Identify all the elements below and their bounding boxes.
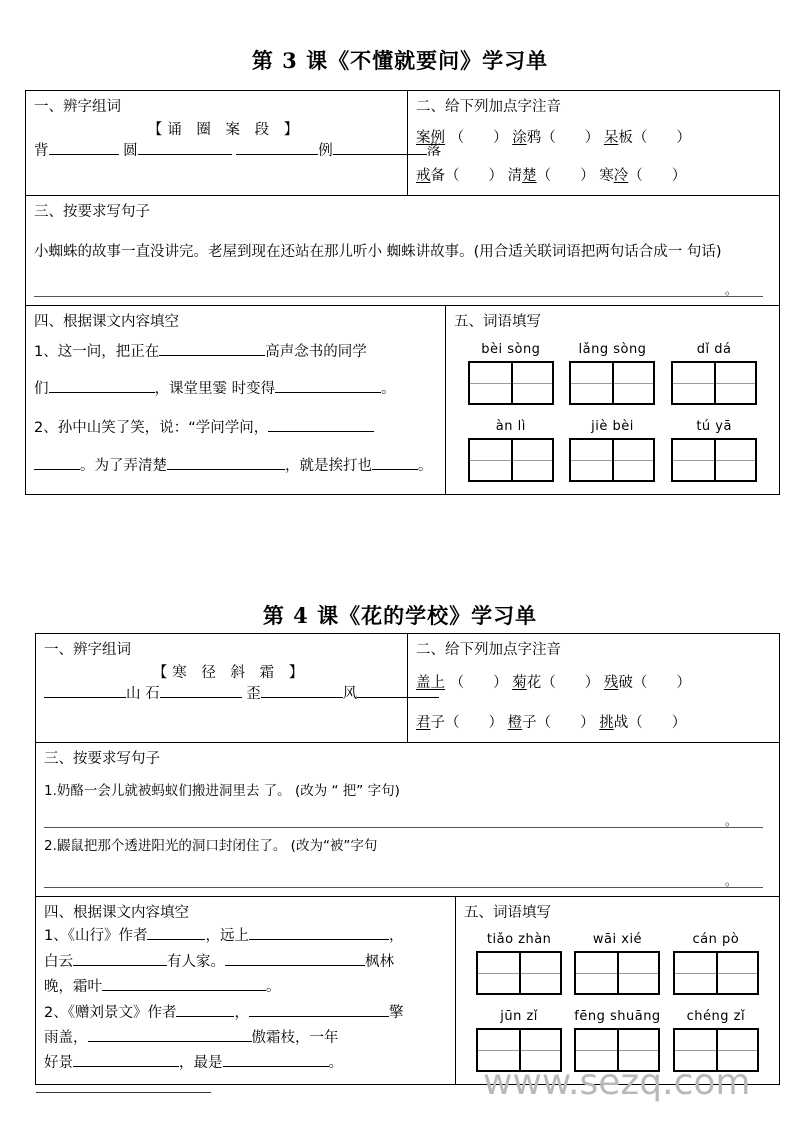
pinyin-item-6 <box>671 419 757 482</box>
w2-tianzige-box-3[interactable] <box>673 951 759 995</box>
w2-paren-6[interactable]: （ ） <box>628 714 687 731</box>
pinyin-grid-row-1 <box>460 342 765 405</box>
q1-blank-3[interactable] <box>275 378 381 393</box>
pinyin-item-1 <box>468 342 554 405</box>
watermark-text: www.sezq.com <box>483 1062 751 1103</box>
w2-q1-blank-1[interactable] <box>147 925 205 940</box>
w2-s4-q1-line3 <box>44 975 447 1000</box>
section-4-question-2-cont <box>34 454 437 479</box>
w2-q1-blank-5[interactable] <box>102 976 266 991</box>
w2-s4-q1-line1 <box>44 924 447 949</box>
w2-paren-3[interactable]: （ ） <box>632 675 691 692</box>
w2-q2-h: 。 <box>328 1055 343 1072</box>
q1-blank-2[interactable] <box>49 378 155 393</box>
worksheet-1-section-1 <box>26 91 442 195</box>
blank-1[interactable] <box>49 140 119 155</box>
q1-blank-1[interactable] <box>159 340 265 355</box>
w2-rule-1 <box>44 827 763 828</box>
pinyin-item-3 <box>671 342 757 405</box>
w2-pinyin-grid-area <box>464 924 771 1078</box>
w2-dotted-char-2: 菊 <box>512 675 527 692</box>
w2-q2-blank-3[interactable] <box>88 1027 252 1042</box>
w2-section-2-row-2 <box>416 711 771 736</box>
w2-pinyin-label-3: cán pò <box>692 932 740 948</box>
q2-blank-2[interactable] <box>34 454 80 469</box>
period-mark: 。 <box>724 283 737 298</box>
section-4-heading: 四、根据课文内容填空 <box>34 314 179 331</box>
w2-q2-c: 擎 <box>388 1004 404 1021</box>
w2-pinyin-label-4: jūn zǐ <box>500 1009 538 1025</box>
w2-q1-blank-2[interactable] <box>249 925 389 940</box>
w2-dotted-char-5: 橙 <box>507 714 523 731</box>
word-rest-2: 鸦 <box>526 130 542 147</box>
section-1-bracket-chars: 【诵 圈 案 段 】 <box>147 122 304 139</box>
w2-word-rest-5: 子 <box>522 714 537 731</box>
section-5-heading: 五、词语填写 <box>454 314 541 331</box>
dotted-char-3: 呆 <box>603 130 619 147</box>
w2-dotted-char-3: 残 <box>603 675 619 692</box>
w2-section-2-heading: 二、给下列加点字注音 <box>416 642 561 658</box>
pinyin-label-1: bèi sòng <box>481 341 541 357</box>
w2-section-3-heading: 三、按要求写句子 <box>44 751 160 768</box>
q1-part-e: 。 <box>381 380 396 397</box>
w2-word-rest-4: 子 <box>430 714 445 731</box>
w2-word-rest-1: 上 <box>430 675 445 692</box>
tianzige-box-4[interactable] <box>468 438 554 482</box>
w2-pinyin-label-5: fēng shuāng <box>574 1009 661 1025</box>
w2-q2-blank-5[interactable] <box>223 1052 329 1067</box>
w2-section-3-question-2: 2.鼹鼠把那个透进阳光的洞口封闭住了。 (改为“被”字句 <box>44 838 378 855</box>
word-pre-6: 寒 <box>599 167 614 184</box>
section-1-answer-line <box>34 139 442 164</box>
q2-part-c: ，就是挨打也 <box>285 457 372 474</box>
q2-part-b: 。为了弄清楚 <box>80 457 167 474</box>
w2-q2-blank-1[interactable] <box>176 1001 234 1016</box>
q1-part-d: ，课堂里霎 时变得 <box>154 380 276 397</box>
w2-blank-2[interactable] <box>160 683 242 698</box>
w2-q1-b: ，远上 <box>205 928 249 945</box>
worksheet-1-section-2 <box>408 91 779 195</box>
w2-s4-q2-line2 <box>44 1026 447 1051</box>
w2-q1-blank-4[interactable] <box>225 951 365 966</box>
w2-q2-d: 雨盖， <box>44 1029 88 1046</box>
dotted-char-5: 楚 <box>522 167 537 184</box>
q2-blank-1[interactable] <box>268 417 374 432</box>
worksheet-2-table <box>35 633 780 1085</box>
w2-q1-d: 白云 <box>44 953 73 970</box>
w2-section-3-answer-line-2[interactable] <box>44 866 771 892</box>
section-2-row-1 <box>416 126 771 151</box>
pinyin-label-2: lǎng sòng <box>578 341 647 357</box>
w2-dotted-char-4: 君 <box>416 714 431 731</box>
paren-1[interactable]: （ ） <box>449 130 508 147</box>
w2-q1-c: ， <box>388 928 404 945</box>
worksheet-2-section-3 <box>36 743 779 896</box>
q1-part-a: 1、这一问，把正在 <box>34 343 160 360</box>
w2-paren-1[interactable]: （ ） <box>449 675 508 692</box>
w2-q1-blank-3[interactable] <box>73 951 167 966</box>
worksheet-2-section-2 <box>408 634 779 742</box>
section-4-question-2 <box>34 416 437 441</box>
w2-tianzige-box-2[interactable] <box>574 951 660 995</box>
rule <box>34 296 763 297</box>
w2-word-rest-3: 破 <box>618 675 633 692</box>
paren-6[interactable]: （ ） <box>628 167 687 184</box>
w2-q1-f: 枫林 <box>365 953 394 970</box>
w2-pinyin-label-2: wāi xié <box>592 932 643 948</box>
w2-dotted-char-1: 盖 <box>416 675 431 692</box>
paren-2[interactable]: （ ） <box>541 130 600 147</box>
w2-pinyin-item-1 <box>476 932 562 995</box>
worksheet-2-row-2 <box>36 743 779 897</box>
w2-s4-q1-line2 <box>44 950 447 975</box>
char-luo: 落 <box>426 143 442 160</box>
word-rest-4: 备 <box>430 167 445 184</box>
dotted-char-1: 案 <box>416 130 431 147</box>
w2-q1-g: 晚，霜叶 <box>44 979 102 996</box>
w2-pinyin-label-1: tiǎo zhàn <box>486 932 552 948</box>
pinyin-label-3: dǐ dá <box>696 341 732 357</box>
w2-word-rest-2: 花 <box>526 675 542 692</box>
worksheet-2-title: 第 4 课《花的学校》学习单 <box>262 603 538 628</box>
worksheet-1-section-4 <box>26 306 446 493</box>
worksheet-1-row-3 <box>26 306 779 493</box>
w2-q2-a: 2、《赠刘景文》作者 <box>44 1004 177 1021</box>
pinyin-grid-row-2 <box>460 419 765 482</box>
q1-part-c: 们 <box>34 380 49 397</box>
worksheet-2-section-5 <box>456 897 779 1084</box>
w2-section-1-heading: 一、辨字组词 <box>44 642 131 658</box>
pinyin-grid-area <box>454 334 771 488</box>
w2-pinyin-item-2 <box>574 932 660 995</box>
q2-blank-4[interactable] <box>372 454 418 469</box>
section-2-heading: 二、给下列加点字注音 <box>416 99 561 115</box>
w2-section-3-answer-line-1[interactable] <box>44 806 771 832</box>
dotted-char-4: 戒 <box>416 167 431 184</box>
w2-q2-e: 傲霜枝，一年 <box>251 1029 339 1046</box>
blank-3[interactable] <box>236 140 318 155</box>
section-4-question-1 <box>34 340 437 365</box>
pinyin-label-5: jiè bèi <box>591 418 634 434</box>
worksheet-2-section-4 <box>36 897 456 1084</box>
w2-pinyin-item-3 <box>673 932 759 995</box>
w2-pinyin-label-6: chéng zǐ <box>686 1009 746 1025</box>
w2-section-4-heading: 四、根据课文内容填空 <box>44 904 189 921</box>
w2-q2-blank-2[interactable] <box>249 1001 389 1016</box>
section-4-question-1-cont <box>34 377 437 402</box>
w2-dotted-char-6: 挑 <box>599 714 614 731</box>
w2-q1-a: 1、《山行》作者 <box>44 928 148 945</box>
stray-answer-rule <box>36 1092 211 1093</box>
section-2-row-2 <box>416 164 771 189</box>
w2-section-1-bracket-chars: 【寒 径 斜 霜 】 <box>152 665 309 682</box>
tianzige-box-2[interactable] <box>569 361 655 405</box>
char-bei: 背 <box>34 143 49 160</box>
w2-s4-q2-line1 <box>44 1001 447 1026</box>
w2-char-2: 歪 <box>246 686 261 703</box>
q2-part-d: 。 <box>418 457 433 474</box>
dotted-char-6: 冷 <box>613 167 629 184</box>
section-3-prompt: 小蜘蛛的故事一直没讲完。老屋到现在还站在那儿听小 蜘蛛讲故事。(用合适关联词语把两句话合成一 句话) <box>34 243 722 260</box>
word-pre-5: 清 <box>507 167 523 184</box>
paren-3[interactable]: （ ） <box>632 130 691 147</box>
worksheet-1-title: 第 3 课《不懂就要问》学习单 <box>251 48 549 73</box>
w2-section-3-question-1: 1.奶酪一会儿就被蚂蚁们搬进洞里去 了。 (改为 “ 把” 字句) <box>44 782 400 799</box>
pinyin-label-6: tú yā <box>696 418 732 434</box>
w2-q2-f: 好景 <box>44 1055 73 1072</box>
section-3-answer-line[interactable] <box>34 275 771 301</box>
w2-section-5-heading: 五、词语填写 <box>464 904 551 921</box>
word-rest-3: 板 <box>618 130 633 147</box>
dotted-char-2: 涂 <box>512 130 527 147</box>
w2-section-2-row-1 <box>416 671 771 696</box>
worksheet-2-row-3 <box>36 897 779 1084</box>
w2-rule-2 <box>44 887 763 888</box>
worksheet-2-row-1 <box>36 634 779 743</box>
w2-paren-4[interactable]: （ ） <box>445 714 503 731</box>
w2-s4-q2-line3 <box>44 1051 447 1076</box>
q2-blank-3[interactable] <box>167 454 285 469</box>
section-1-heading: 一、辨字组词 <box>34 99 121 115</box>
w2-tianzige-box-1[interactable] <box>476 951 562 995</box>
paren-5[interactable]: （ ） <box>536 167 595 184</box>
w2-char-3: 风 <box>342 686 358 703</box>
w2-section-1-answer-line <box>44 682 399 707</box>
pinyin-item-2 <box>569 342 655 405</box>
worksheet-2-section-1 <box>36 634 408 742</box>
w2-blank-1[interactable] <box>44 683 126 698</box>
pinyin-item-5 <box>569 419 655 482</box>
w2-q2-g: ，最是 <box>179 1055 223 1072</box>
w2-word-rest-6: 战 <box>613 714 629 731</box>
w2-period-1: 。 <box>724 814 737 829</box>
tianzige-box-6[interactable] <box>671 438 757 482</box>
worksheet-1-table <box>25 90 780 495</box>
word-rest-1: 例 <box>430 130 445 147</box>
blank-2[interactable] <box>138 140 232 155</box>
w2-q2-b: ， <box>234 1004 249 1021</box>
w2-paren-2[interactable]: （ ） <box>541 675 600 692</box>
w2-char-1: 山 石 <box>126 686 160 703</box>
w2-q1-h: 。 <box>266 979 281 996</box>
worksheet-1-row-2 <box>26 196 779 306</box>
q2-part-a: 2、孙中山笑了笑，说：“学问学问， <box>34 420 269 437</box>
char-yuan: 圆 <box>123 143 138 160</box>
worksheet-1-section-5 <box>446 306 779 493</box>
pinyin-item-4 <box>468 419 554 482</box>
tianzige-box-5[interactable] <box>569 438 655 482</box>
section-3-heading: 三、按要求写句子 <box>34 204 150 221</box>
worksheet-1-section-3 <box>26 196 779 305</box>
worksheet-1-row-1 <box>26 91 779 196</box>
q1-part-b: 高声念书的同学 <box>265 343 367 360</box>
w2-paren-5[interactable]: （ ） <box>536 714 595 731</box>
w2-period-2: 。 <box>724 873 737 888</box>
tianzige-box-1[interactable] <box>468 361 554 405</box>
paren-4[interactable]: （ ） <box>445 167 503 184</box>
tianzige-box-3[interactable] <box>671 361 757 405</box>
w2-q2-blank-4[interactable] <box>73 1052 179 1067</box>
char-li: 例 <box>318 143 333 160</box>
w2-pinyin-grid-row-1 <box>470 932 765 995</box>
w2-q1-e: 有人家。 <box>167 953 225 970</box>
pinyin-label-4: àn lì <box>495 418 526 434</box>
w2-blank-3[interactable] <box>261 683 343 698</box>
